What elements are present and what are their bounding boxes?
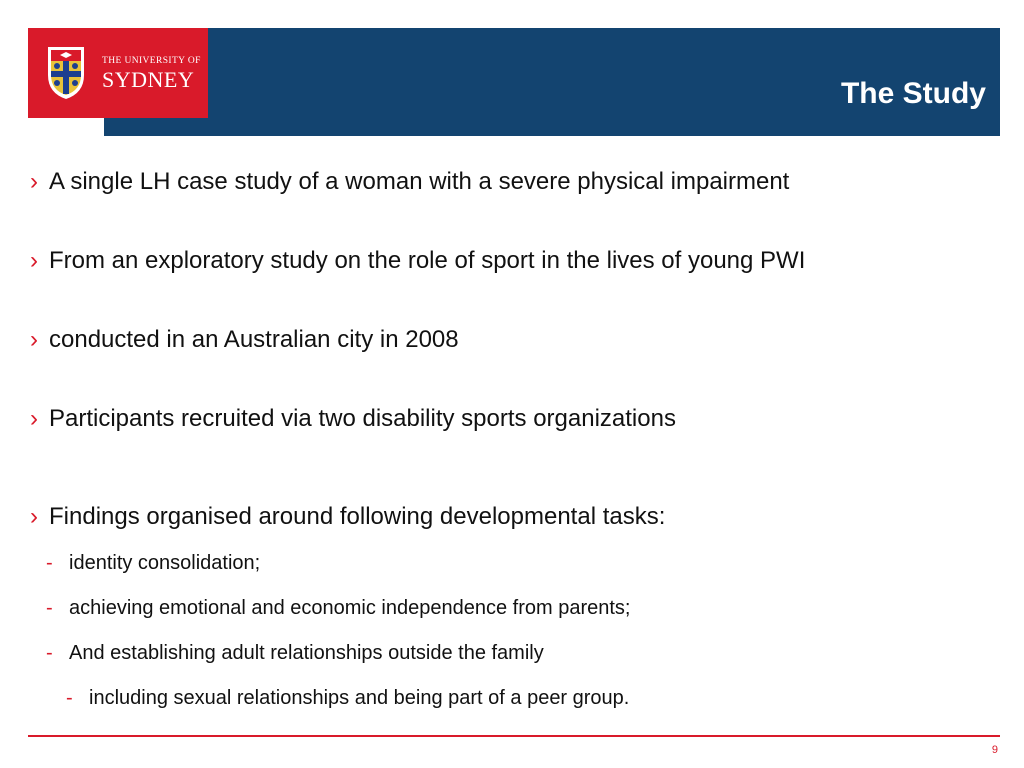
sub-sub-bullet-item: [66, 687, 629, 710]
sub-bullet-text: And establishing adult relationships outside the family: [69, 642, 544, 664]
crest-icon: [46, 45, 86, 101]
bullet-marker: ›: [30, 326, 38, 353]
bullet-marker: ›: [30, 503, 38, 530]
sub-sub-bullet-text: including sexual relationships and being part of a peer group.: [89, 687, 630, 709]
bullet-marker: ›: [30, 405, 38, 432]
footer-divider: [28, 735, 1000, 737]
sub-bullet-text: identity consolidation;: [69, 552, 261, 574]
sub-bullet-text: achieving emotional and economic independence from parents;: [69, 597, 631, 619]
sub-bullet-item: [46, 597, 630, 620]
bullet-text: Findings organised around following developmental tasks:: [49, 503, 666, 530]
university-logo: [28, 28, 208, 118]
logo-line-2: SYDNEY: [102, 67, 195, 92]
logo-line-1: THE UNIVERSITY OF: [102, 56, 201, 66]
sub-bullet-marker: -: [46, 642, 53, 664]
bullet-text: From an exploratory study on the role of sport in the lives of young PWI: [49, 247, 806, 274]
sub-bullet-item: [46, 552, 260, 575]
bullet-item: [30, 326, 459, 354]
sub-sub-bullet-marker: -: [66, 687, 73, 709]
bullet-marker: ›: [30, 168, 38, 195]
header-bar: [104, 28, 1000, 136]
bullet-item: [30, 168, 789, 196]
sub-bullet-marker: -: [46, 552, 53, 574]
bullet-item: [30, 405, 676, 433]
bullet-text: conducted in an Australian city in 2008: [49, 326, 459, 353]
bullet-text: A single LH case study of a woman with a severe physical impairment: [49, 168, 790, 195]
bullet-text: Participants recruited via two disability sports organizations: [49, 405, 676, 432]
bullet-item: [30, 247, 805, 275]
bullet-marker: ›: [30, 247, 38, 274]
sub-bullet-marker: -: [46, 597, 53, 619]
sub-bullet-item: [46, 642, 544, 665]
bullet-item: [30, 503, 665, 531]
slide-title: The Study: [840, 77, 986, 110]
page-number: 9: [991, 744, 998, 756]
